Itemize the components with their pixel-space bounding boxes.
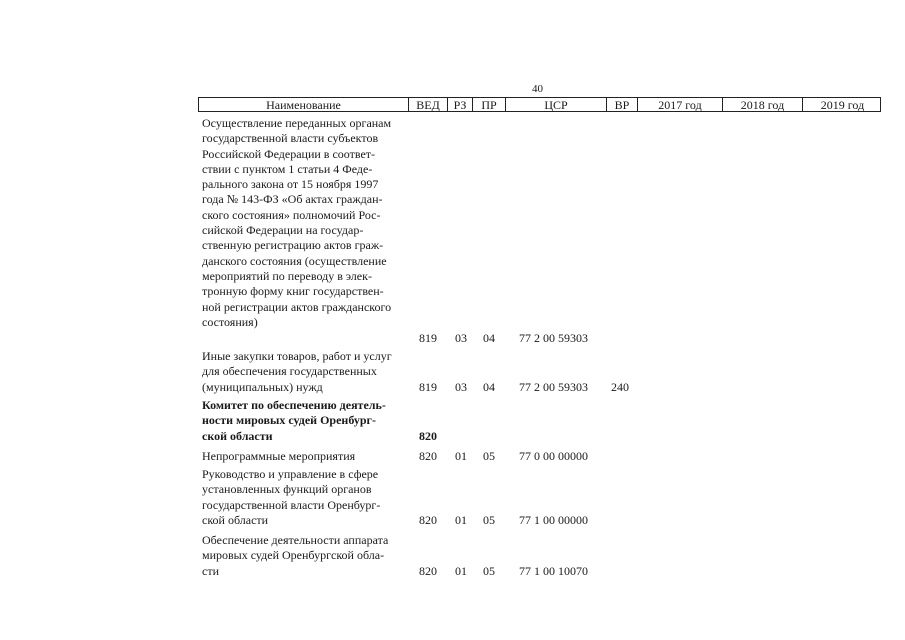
cell-rz: 03 [455,380,467,394]
cell-ved: 820 [419,513,437,527]
cell-rz: 01 [455,513,467,527]
row-name: Обеспечение деятельности аппарата мировых судей Оренбургской обла- сти [202,533,389,578]
header-csr: ЦСР [505,98,606,111]
header-name: Наименование [266,98,341,112]
cell-pr: 04 [483,380,495,394]
row-name: Руководство и управление в сфере установленных функций органов государственной власти Оренбург- ской области [202,467,381,527]
row-name: Иные закупки товаров, работ и услуг для обеспечения государственных (муниципальных) нужд [202,349,392,394]
cell-ved: 820 [419,429,437,443]
page-number: 40 [532,83,543,95]
header-vr: ВР [606,98,637,111]
cell-rz: 03 [455,331,467,345]
cell-csr: 77 1 00 00000 [519,513,588,527]
cell-ved: 820 [419,564,437,578]
header-rz: РЗ [447,98,472,111]
header-ved: ВЕД [408,98,447,111]
cell-pr: 05 [483,564,495,578]
row-name: Непрограммные мероприятия [202,449,356,463]
cell-ved: 819 [419,380,437,394]
header-2018: 2018 год [722,98,802,111]
cell-ved: 819 [419,331,437,345]
cell-rz: 01 [455,564,467,578]
cell-csr: 77 0 00 00000 [519,449,588,463]
header-pr: ПР [472,98,505,111]
cell-rz: 01 [455,449,467,463]
cell-csr: 77 2 00 59303 [519,380,588,394]
header-2017: 2017 год [637,98,722,111]
cell-csr: 77 1 00 10070 [519,564,588,578]
row-name: Осуществление переданных органам государственной власти субъектов Российской Федерации в соответ- ствии с пунктом 1 статьи 4 Феде- рального закона от 15 ноября 1997 года № 143-ФЗ «Об актах граждан- ского состояния» полномочий Рос- сийской Федерации на государ- ственную регистрацию актов граж- данского состояния (осуществление мероприятий по переводу в элек- тронную форму книг государствен- ной регистрации актов гражданского состояния) [202,116,392,329]
row-name: Комитет по обеспечению деятель- ности мировых судей Оренбург- ской области [202,398,386,443]
cell-ved: 820 [419,449,437,463]
table-header [198,97,881,112]
cell-vr: 240 [611,380,629,394]
cell-pr: 05 [483,449,495,463]
header-2019: 2019 год [802,98,882,111]
cell-pr: 05 [483,513,495,527]
cell-csr: 77 2 00 59303 [519,331,588,345]
cell-pr: 04 [483,331,495,345]
